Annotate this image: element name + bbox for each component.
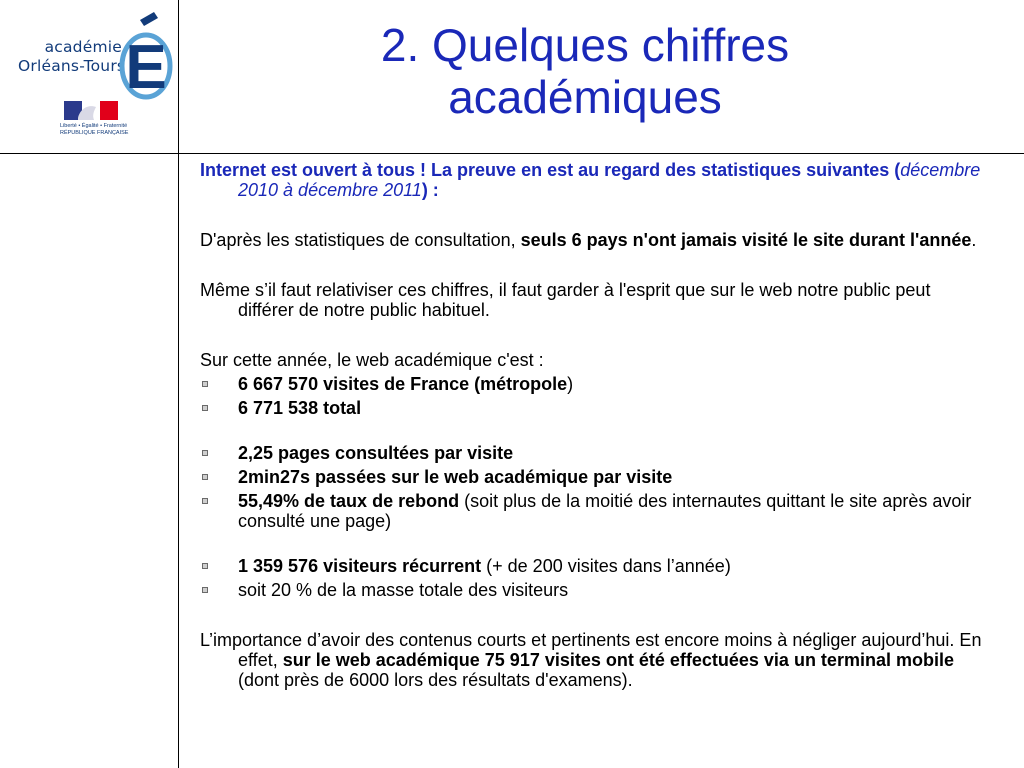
countries-paragraph	[200, 230, 990, 250]
list-item	[200, 491, 990, 531]
title-line1: 2. Quelques chiffres	[380, 19, 790, 71]
para2-end: .	[971, 230, 977, 250]
vertical-divider	[178, 0, 179, 768]
para2-bold: seuls 6 pays n'ont jamais visité le site durant l'année	[520, 230, 972, 250]
list-item	[200, 398, 990, 418]
bullet-rest: )	[567, 374, 574, 394]
bullet-rest: (+ de 200 visites dans l’année)	[481, 556, 731, 576]
mobile-paragraph	[200, 630, 990, 690]
intro-paren-open: (	[889, 160, 901, 180]
intro-bold: Internet est ouvert à tous ! La preuve en est au regard des statistiques suivantes	[200, 160, 890, 180]
bullet-square-icon	[202, 474, 208, 480]
bullet-bold: 6 771 538 total	[238, 398, 362, 418]
final-text: L’importance d’avoir des contenus courts et pertinents est encore moins à négliger aujourd’hui. En effet,	[200, 630, 982, 670]
list-item	[200, 374, 990, 394]
bullet-bold: 1 359 576 visiteurs récurrent	[238, 556, 482, 576]
e-accent-icon	[118, 10, 176, 102]
republique-francaise-text	[60, 123, 129, 136]
bullet-text: soit 20 % de la masse totale des visiteurs	[238, 580, 569, 600]
marianne-flag-icon	[64, 101, 118, 120]
list-item	[200, 443, 990, 463]
bullet-square-icon	[202, 587, 208, 593]
logo-text	[18, 38, 126, 76]
academie-logo	[0, 0, 178, 153]
horizontal-divider	[0, 153, 1024, 154]
logo-line2: Orléans-Tours	[18, 57, 126, 75]
final-bold: sur le web académique 75 917 visites ont été effectuées via un terminal mobile	[282, 650, 954, 670]
bullet-bold: 2min27s passées sur le web académique par visite	[238, 467, 673, 487]
intro-italic: décembre 2010 à décembre 2011	[238, 160, 981, 200]
svg-text:E: E	[125, 33, 167, 102]
bullet-rest: (soit plus de la moitié des internautes quittant le site après avoir consulté une page)	[238, 491, 972, 531]
intro-paren-close: ) :	[421, 180, 439, 200]
page-title	[230, 19, 940, 123]
bullet-square-icon	[202, 563, 208, 569]
bullet-bold: 55,49% de taux de rebond	[238, 491, 460, 511]
bullet-square-icon	[202, 498, 208, 504]
slide-content	[200, 160, 990, 690]
summary-intro: Sur cette année, le web académique c'est :	[200, 350, 544, 370]
title-line2: académiques	[448, 71, 722, 123]
bullet-bold: 2,25 pages consultées par visite	[238, 443, 514, 463]
list-item	[200, 467, 990, 487]
bullet-square-icon	[202, 381, 208, 387]
intro-paragraph	[200, 160, 990, 200]
final-rest: (dont près de 6000 lors des résultats d'examens).	[238, 670, 633, 690]
flag-republic: RÉPUBLIQUE FRANÇAISE	[60, 129, 129, 136]
flag-motto: Liberté • Égalité • Fraternité	[60, 123, 128, 129]
audience-paragraph: Même s’il faut relativiser ces chiffres, il faut garder à l'esprit que sur le web notre public peut différer de notre public habituel.	[200, 280, 931, 320]
bullet-bold: 6 667 570 visites de France (métropole	[238, 374, 568, 394]
para2-text: D'après les statistiques de consultation,	[200, 230, 521, 250]
list-item	[200, 580, 990, 600]
list-item	[200, 556, 990, 576]
bullet-square-icon	[202, 405, 208, 411]
bullet-square-icon	[202, 450, 208, 456]
logo-line1: académie	[44, 38, 122, 56]
